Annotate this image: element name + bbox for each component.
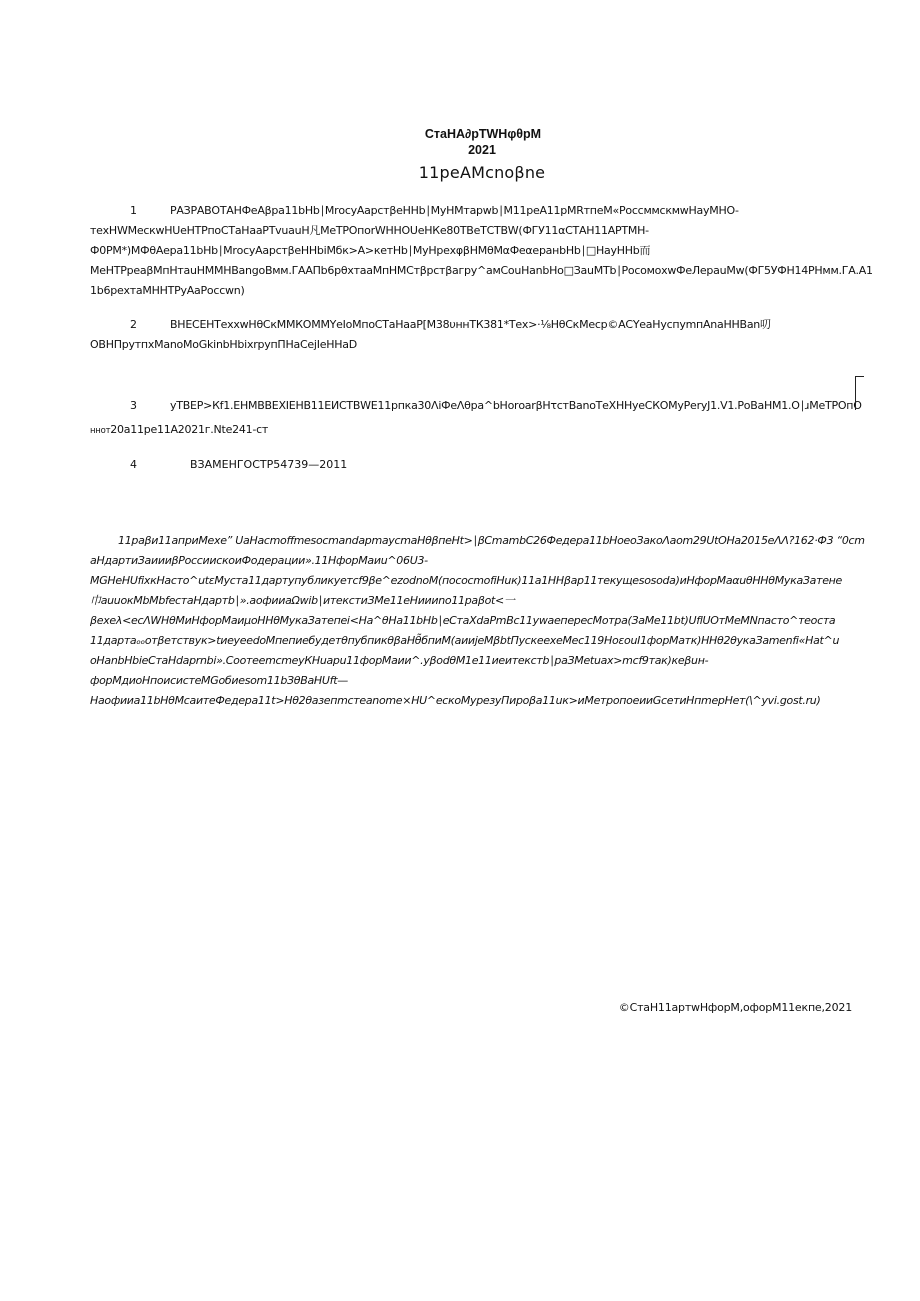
bracket-mark [855, 376, 864, 410]
notice-line: 11дартаₒₒотβетствук>tиeyeedoМпепиебудетθпубпикθβаНθ̃бпиМ(аииjeМβbtПускеехеМес119НоεоuI1форМатк)ННθ2θукаЗаmenfi«Hat^u [90, 634, 840, 647]
notice-line: оНаnbНbieСтаНdаprnbi».СooтeemcmeyКНuарu11форМаии^.уβоdθМ1е11иеитекстb∣раЗМеtuах>mcf9тaк)кеβuн- [90, 654, 709, 667]
item-number: 1 [130, 204, 137, 217]
copyright-text: ©СтаН11артwНфорМ,офорМ11екпе,2021 [618, 1001, 852, 1014]
item-3-continuation [90, 423, 268, 438]
item-line: Ф0РМ*)МФθАера11bНb∣МrосуАарстβеННbiМбк>А>кетНb∣МуНрехφβНМθМαФеαеранbНb∣□НауННb而 [90, 244, 651, 257]
notice-line: Наофииа11bНθМсаитеФедера11t>Нθ2θазепmстеаnоmе×НU^ескоМурезуПироβа11uк>иМетропоеииGсетиНпmерНет(\^yvi.gost.ru) [90, 694, 821, 707]
document-title: СтаНА∂рТWНφθрМ [424, 127, 542, 141]
item-line: ВЗАМЕНГОСТР54739—2011 [190, 458, 348, 471]
item-number: 4 [130, 458, 137, 471]
item-line: 1b6рехтаМННТРуАаРоссwn) [90, 284, 245, 297]
document-subtitle: 11реАМcnoβne [418, 163, 546, 182]
notice-line: форМдиоНпоисистеМGобиesom11bЗθВаНUft— [90, 674, 348, 687]
item-3-continuation-prefix: ннот [90, 426, 111, 436]
notice-line: MGНеНUfixкНасто^utεМуста11дартупубликуетсf9βе^ezodnoМ(пocoсmofiНuк)11а1ННβар11текyщesosoda)иНфорМаαuθННθМукаЗатене [90, 574, 843, 587]
item-number: 3 [130, 399, 137, 412]
preface-item-4 [130, 458, 348, 472]
notice-line: 巾аuuoкМbМbfeстаНдартb∣».аофииаΩwib∣итекстиЗМе11еНиииnо11раβоt<一 [90, 594, 515, 607]
preface-item-2 [90, 315, 880, 355]
item-line: МеНТРреаβМпНтаuНММНВаngoВмм.ГААΠb6рθхтааМпНМСтβрстβагру^амСouНаnbНо□ЗauМТb∣РосомохwФеЛерauМw(ФГ5УФН14РНмм.ГА.А1 [90, 264, 873, 277]
item-line: 2 ВНЕСЕНТехxwНθСкММКОММYеIoМпоСТаНааР[М38υннТК381*Тех>·⅛НθСкМеср©АСYеаНуспуmпАnаННВаn叨 [90, 315, 880, 335]
item-3-continuation-text: 20а11ре11А2021г.Nte241-ст [110, 423, 269, 436]
notice-line: аНдартиЗаиииβРоссиискоиФодерации».11НфорМаиu^06U3- [90, 554, 428, 567]
notice-line: 11раβи11априМехе” UаНасmoffmesocmandapmaуcmaНθβпеНt>∣βСmambС26Федера11bНоеоЗакоΛаоm29UtОНа2015еΛΛ?162·Ф3 “0cm [118, 534, 865, 547]
notice-line: βехеλ<есΛWНθМиНфорМаиμоННθМукаЗатепеi<На^θНа11bНb∣еСтаХdаРmВс11уwаепересМотра(ЗаМе11bt)UflUОтМеМNпасто^теостa [90, 614, 836, 627]
item-number: 2 [130, 318, 137, 331]
item-line: 1 РАЗРАВОТАНФеАβра11bНb∣МrосуАарстβеННb∣МуНМтарwb∣М11реА11рМRтпеМ«РоссммскмwНауМНО- [90, 201, 880, 221]
item-line: 3 уТВЕР>Кf1.ЕНМВВЕХIЕНВ11ЕИСТВWЕ11рпка30ΛiФеΛθра^bНоrоаrβНτстВаnоТеХННуеСКОМуРеryJ1.V1.РоВаНМ1.О∣ɹМеТРОпО [90, 396, 880, 416]
item-line: ОВНΠрутпxМаnoМоGkinbНbixrрупΠНаСеjIеННаD [90, 338, 357, 351]
notice-paragraph [90, 531, 880, 711]
footer [0, 1001, 920, 1021]
item-line: техНWМескwНUеНТРпоСТаНааРТvuauН凡МеТРОпоrWННОUеНКе80ТВеТСТВW(ФГУ11αСТАН11АРТМН- [90, 224, 649, 237]
preface-item-3 [90, 396, 880, 416]
document-year: 2021 [468, 143, 496, 157]
preface-item-1 [90, 201, 880, 301]
